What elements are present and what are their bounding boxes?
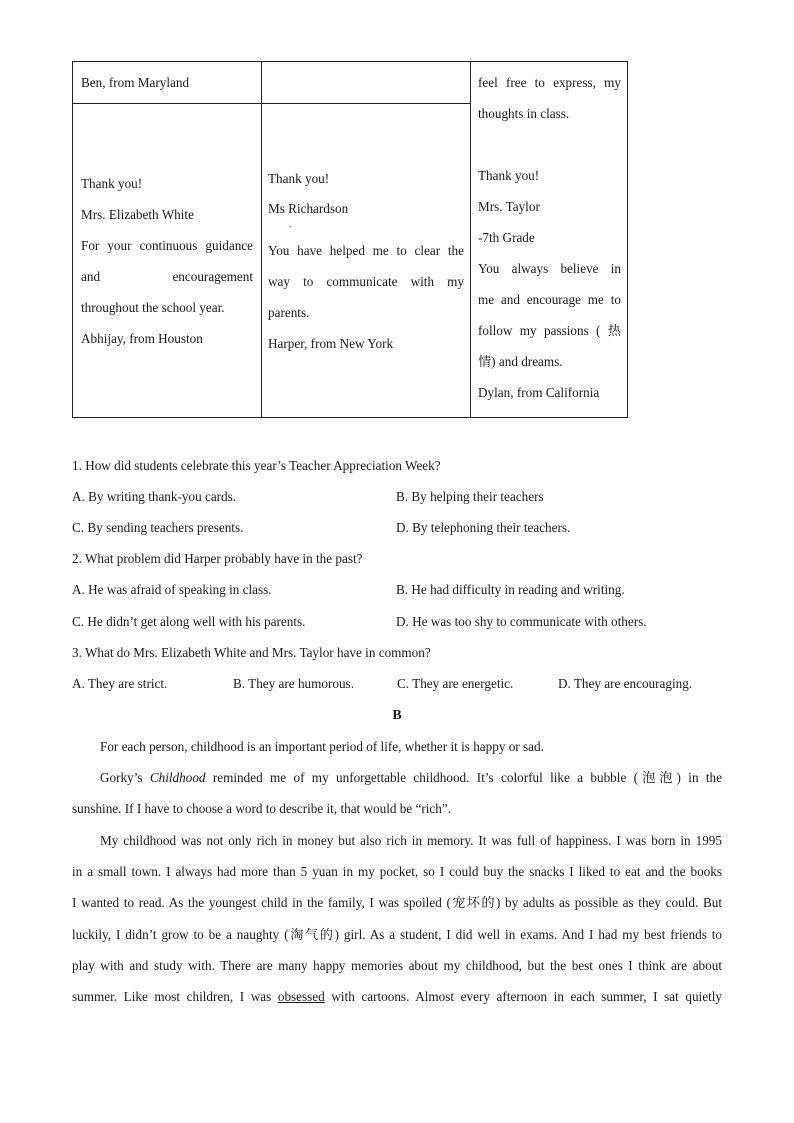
col3-blank-line [478,129,621,160]
col2-line: Harper, from New York [268,336,394,351]
table-row-divider [73,103,470,104]
table-divider-2 [470,62,471,417]
paragraph-2 [72,762,722,824]
col3-line: You always believe in [478,261,621,276]
col2-line: Thank you! [268,171,330,186]
stray-dot: . [289,219,292,229]
question-2-option-a: A. He was afraid of speaking in class. [72,582,272,597]
paragraph-3-line: I wanted to read. As the youngest child in the family, I was spoiled (宠坏的) by adults as possible as they could. But [72,895,722,911]
col2-line: parents. [268,305,310,320]
question-3-stem: 3. What do Mrs. Elizabeth White and Mrs. Taylor have in common? [72,645,431,660]
p3-text-a: summer. Like most children, I was [72,989,278,1005]
col3-line: thoughts in class. [478,106,570,121]
question-2-option-c: C. He didn’t get along well with his parents. [72,614,306,629]
paragraph-3-line: My childhood was not only rich in money but also rich in memory. It was full of happiness. I was born in 1995 [100,833,722,848]
col2-line: way to communicate with my [268,274,464,289]
col1-line: Thank you! [81,176,143,191]
paragraph-2-line-1 [72,762,722,793]
paragraph-3-line: play with and study with. There are many happy memories about my childhood, but the best ones I think are about [72,957,722,973]
col2-line: You have helped me to clear the [268,243,464,258]
table-divider-1 [261,62,262,417]
paragraph-3 [72,825,722,1012]
p2-text-a: Gorky’s [100,770,150,785]
p3-text-b: with cartoons. Almost every afternoon in each summer, I sat quietly [324,989,722,1005]
p2-text-b: reminded me of my unforgettable childhood. It’s colorful like a bubble (泡泡) in the [205,770,722,785]
col3-line: Mrs. Taylor [478,199,540,214]
col1-line: and encouragement [81,269,253,284]
book-title: Childhood [149,770,206,785]
col3-line: Dylan, from California [478,385,600,400]
col3-line: follow my passions ( 热 [478,323,621,338]
table-cell-header-1: Ben, from Maryland [81,75,190,90]
paragraph-3-line-last [72,981,722,1012]
paragraph-1 [72,731,722,762]
question-3-option-d: D. They are encouraging. [558,676,693,691]
question-1-option-b: B. By helping their teachers [396,489,544,504]
col3-line: Thank you! [478,168,540,183]
col3-line: 情) and dreams. [478,354,563,369]
table-cell-col2 [268,163,464,359]
col1-line: Mrs. Elizabeth White [81,207,194,222]
table-cell-col1 [81,168,253,354]
table-cell-col3 [478,67,621,408]
question-1-stem: 1. How did students celebrate this year’s Teacher Appreciation Week? [72,458,441,473]
col3-line: me and encourage me to [478,292,621,307]
paragraph-1-text: For each person, childhood is an important period of life, whether it is happy or sad. [100,739,544,754]
question-1-option-d: D. By telephoning their teachers. [396,520,571,535]
col1-line: Abhijay, from Houston [81,331,203,346]
col3-line: -7th Grade [478,230,535,245]
paragraph-2-line-2: sunshine. If I have to choose a word to describe it, that would be “rich”. [72,801,452,817]
question-1-option-c: C. By sending teachers presents. [72,520,244,535]
question-3-option-b: B. They are humorous. [233,676,354,691]
letters-table [72,61,628,418]
question-2-option-d: D. He was too shy to communicate with others. [396,614,647,629]
col3-line: feel free to express, my [478,75,621,90]
col1-line: throughout the school year. [81,300,225,315]
question-3-option-c: C. They are energetic. [397,676,514,691]
underlined-word: obsessed [277,989,325,1005]
col2-line: Ms Richardson [268,201,349,216]
col1-line: For your continuous guidance [81,238,253,253]
question-3-option-a: A. They are strict. [72,676,168,691]
section-title: B [392,708,402,723]
paragraph-3-line: luckily, I didn’t grow to be a naughty (淘气的) girl. As a student, I did well in exams. And I had my best friends to [72,926,722,942]
question-1-option-a: A. By writing thank-you cards. [72,489,237,504]
paragraph-3-line: in a small town. I always had more than 5 yuan in my pocket, so I could buy the snacks I liked to eat and the books [72,864,722,880]
question-2-stem: 2. What problem did Harper probably have in the past? [72,551,363,566]
question-2-option-b: B. He had difficulty in reading and writing. [396,582,625,597]
